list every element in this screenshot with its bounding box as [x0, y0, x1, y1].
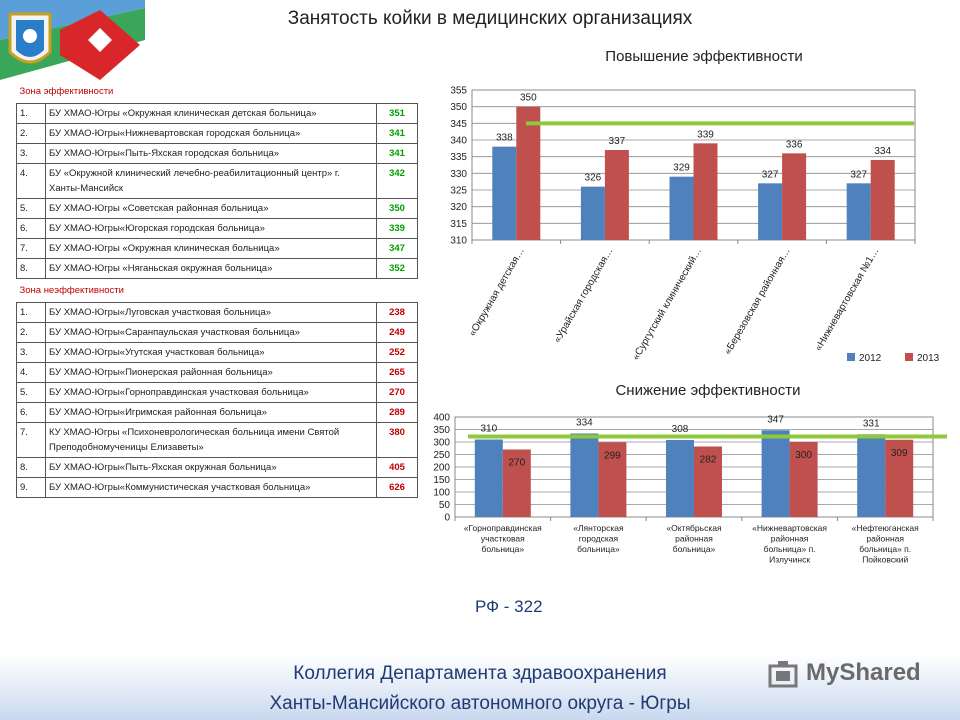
bar-2012 [666, 440, 694, 517]
hospital-name: БУ ХМАО-Югры«Коммунистическая участковая больница» [46, 478, 377, 498]
table-row [17, 239, 418, 259]
x-category-label: «Окружная детская… [467, 246, 527, 339]
y-tick-label: 150 [433, 475, 450, 486]
legend-swatch [905, 353, 913, 361]
row-number: 7. [17, 423, 46, 458]
y-tick-label: 340 [450, 135, 467, 147]
hospital-name: БУ ХМАО-Югры «Няганьская окружная больница» [46, 259, 377, 279]
y-tick-label: 50 [438, 500, 450, 511]
hospital-table [16, 80, 418, 498]
bed-occupancy-value: 270 [377, 383, 418, 403]
data-label: 334 [576, 417, 593, 429]
rf-average-label: РФ - 322 [475, 597, 543, 616]
hospital-name: БУ ХМАО-Югры«Горноправдинская участковая больница» [46, 383, 377, 403]
bar-2013 [516, 107, 540, 240]
x-category-label: «Нефтеюганская районная больница» п. Пойковский [851, 523, 919, 565]
zone-header: Зона неэффективности [19, 285, 124, 296]
data-label: 334 [874, 146, 892, 157]
table-row [17, 458, 418, 478]
chart-title: Снижение эффективности [615, 382, 801, 399]
data-label: 310 [480, 423, 498, 435]
legend-label: 2013 [917, 353, 940, 364]
row-number: 5. [17, 199, 46, 219]
table-row [17, 343, 418, 363]
bar-2012 [758, 183, 782, 240]
y-tick-label: 335 [450, 152, 467, 164]
data-label: 350 [519, 92, 537, 104]
hospital-name: БУ ХМАО-Югры «Окружная клиническая детская больница» [46, 104, 377, 124]
table-row [17, 259, 418, 279]
bed-occupancy-value: 352 [377, 259, 418, 279]
watermark-logo: MyShared [806, 659, 921, 686]
bed-occupancy-value: 339 [377, 219, 418, 239]
y-tick-label: 200 [433, 462, 450, 474]
bar-2012 [581, 187, 605, 240]
row-number: 3. [17, 343, 46, 363]
hospital-name: БУ ХМАО-Югры«Пыть-Яхская окружная больница» [46, 458, 377, 478]
hospital-name: БУ ХМАО-Югры«Луговская участковая больница» [46, 303, 377, 323]
hospital-name: БУ ХМАО-Югры «Окружная клиническая больница» [46, 239, 377, 259]
hospital-name: БУ ХМАО-Югры«Саранпаульская участковая больница» [46, 323, 377, 343]
legend-swatch [847, 353, 855, 361]
data-label: 338 [495, 132, 513, 144]
table-row [17, 199, 418, 219]
chart-increase-efficiency [430, 45, 950, 370]
y-tick-label: 310 [450, 235, 467, 247]
row-number: 8. [17, 458, 46, 478]
y-tick-label: 300 [433, 437, 450, 449]
bar-2012 [570, 434, 598, 518]
row-number: 1. [17, 104, 46, 124]
table-row [17, 144, 418, 164]
table-row [17, 124, 418, 144]
data-label: 326 [584, 172, 602, 184]
row-number: 6. [17, 219, 46, 239]
bed-occupancy-value: 405 [377, 458, 418, 478]
y-tick-label: 400 [433, 412, 450, 424]
bar-2013 [605, 150, 629, 240]
row-number: 4. [17, 164, 46, 199]
row-number: 9. [17, 478, 46, 498]
data-label: 327 [850, 169, 868, 181]
bed-occupancy-value: 380 [377, 423, 418, 458]
hospital-name: БУ ХМАО-Югры «Советская районная больница» [46, 199, 377, 219]
y-tick-label: 350 [450, 102, 467, 114]
hospital-name: БУ «Окружной клинический лечебно-реабилитационный центр» г. Ханты-Мансийск [46, 164, 377, 199]
bar-2012 [670, 177, 694, 240]
data-label: 300 [795, 450, 812, 461]
row-number: 4. [17, 363, 46, 383]
chart-title: Повышение эффективности [605, 48, 803, 65]
y-tick-label: 315 [450, 218, 467, 230]
table-row [17, 303, 418, 323]
zone-header-row [17, 279, 418, 303]
table-row [17, 423, 418, 458]
data-label: 331 [862, 418, 880, 430]
bed-occupancy-value: 341 [377, 124, 418, 144]
bed-occupancy-value: 252 [377, 343, 418, 363]
footer-line-2: Ханты-Мансийского автономного округа - Югры [269, 693, 691, 714]
bed-occupancy-value: 265 [377, 363, 418, 383]
table-row [17, 219, 418, 239]
table-row [17, 478, 418, 498]
hospital-name: КУ ХМАО-Югры «Психоневрологическая больница имени Святой Преподобномученицы Елизаветы» [46, 423, 377, 458]
table-row [17, 323, 418, 343]
data-label: 337 [608, 136, 626, 147]
x-category-label: «Октябрьская районная больница» [666, 523, 722, 554]
x-category-label: «Нижневартовская районная больница» п. Излучинск [752, 523, 828, 565]
bar-2012 [847, 183, 871, 240]
y-tick-label: 325 [450, 185, 467, 197]
bar-2012 [762, 430, 790, 517]
hospital-name: БУ ХМАО-Югры«Игримская районная больница» [46, 403, 377, 423]
x-category-label: «Лянторская городская больница» [573, 523, 624, 554]
data-label: 339 [697, 129, 714, 141]
bed-occupancy-value: 350 [377, 199, 418, 219]
x-category-label: «Горноправдинская участковая больница» [463, 523, 542, 554]
data-label: 282 [699, 454, 717, 466]
data-label: 329 [673, 162, 690, 174]
x-category-label: «Нижневартовская №1… [813, 246, 882, 353]
hospital-name: БУ ХМАО-Югры«Пионерская районная больница» [46, 363, 377, 383]
watermark-slide-icon [768, 660, 802, 690]
x-category-label: «Сургутский клинический… [630, 246, 705, 363]
table-row [17, 363, 418, 383]
page-title: Занятость койки в медицинских организациях [287, 8, 693, 29]
data-label: 327 [761, 169, 779, 181]
y-tick-label: 250 [433, 450, 450, 461]
row-number: 6. [17, 403, 46, 423]
row-number: 1. [17, 303, 46, 323]
y-tick-label: 350 [433, 425, 450, 436]
data-label: 309 [890, 447, 908, 459]
row-number: 2. [17, 124, 46, 144]
hospital-name: БУ ХМАО-Югры«Нижневартовская городская больница» [46, 124, 377, 144]
x-category-label: «Урайская городская… [552, 246, 616, 345]
region-emblem-icon [0, 0, 145, 80]
bed-occupancy-value: 238 [377, 303, 418, 323]
y-tick-label: 345 [450, 118, 467, 130]
data-label: 347 [767, 414, 784, 426]
table-row [17, 403, 418, 423]
table-row [17, 104, 418, 124]
row-number: 3. [17, 144, 46, 164]
hospital-name: БУ ХМАО-Югры«Угутская участковая больница» [46, 343, 377, 363]
legend-label: 2012 [859, 353, 882, 364]
bar-2013 [782, 153, 806, 240]
bed-occupancy-value: 347 [377, 239, 418, 259]
bed-occupancy-value: 249 [377, 323, 418, 343]
row-number: 2. [17, 323, 46, 343]
bed-occupancy-value: 341 [377, 144, 418, 164]
footer-line-1: Коллегия Департамента здравоохранения [293, 663, 667, 684]
data-label: 308 [671, 424, 689, 435]
row-number: 7. [17, 239, 46, 259]
row-number: 5. [17, 383, 46, 403]
y-tick-label: 330 [450, 168, 467, 180]
zone-header-row [17, 80, 418, 104]
bar-2012 [475, 440, 503, 518]
y-tick-label: 100 [433, 487, 450, 499]
y-tick-label: 0 [444, 512, 450, 524]
zone-header: Зона эффективности [19, 86, 114, 97]
data-label: 299 [604, 450, 621, 462]
x-category-label: «Березовская районная… [722, 246, 793, 357]
table-row [17, 164, 418, 199]
table-row [17, 383, 418, 403]
chart-decrease-efficiency [420, 375, 950, 590]
bar-2013 [871, 160, 895, 240]
bed-occupancy-value: 289 [377, 403, 418, 423]
bed-occupancy-value: 342 [377, 164, 418, 199]
y-tick-label: 320 [450, 202, 467, 214]
bar-2012 [492, 147, 516, 240]
row-number: 8. [17, 259, 46, 279]
bed-occupancy-value: 626 [377, 478, 418, 498]
bar-2013 [694, 143, 718, 240]
bed-occupancy-value: 351 [377, 104, 418, 124]
hospital-name: БУ ХМАО-Югры«Пыть-Яхская городская больница» [46, 144, 377, 164]
y-tick-label: 355 [450, 85, 467, 97]
hospital-name: БУ ХМАО-Югры«Югорская городская больница» [46, 219, 377, 239]
bar-2012 [857, 434, 885, 517]
data-label: 336 [785, 139, 803, 151]
data-label: 270 [508, 457, 526, 469]
